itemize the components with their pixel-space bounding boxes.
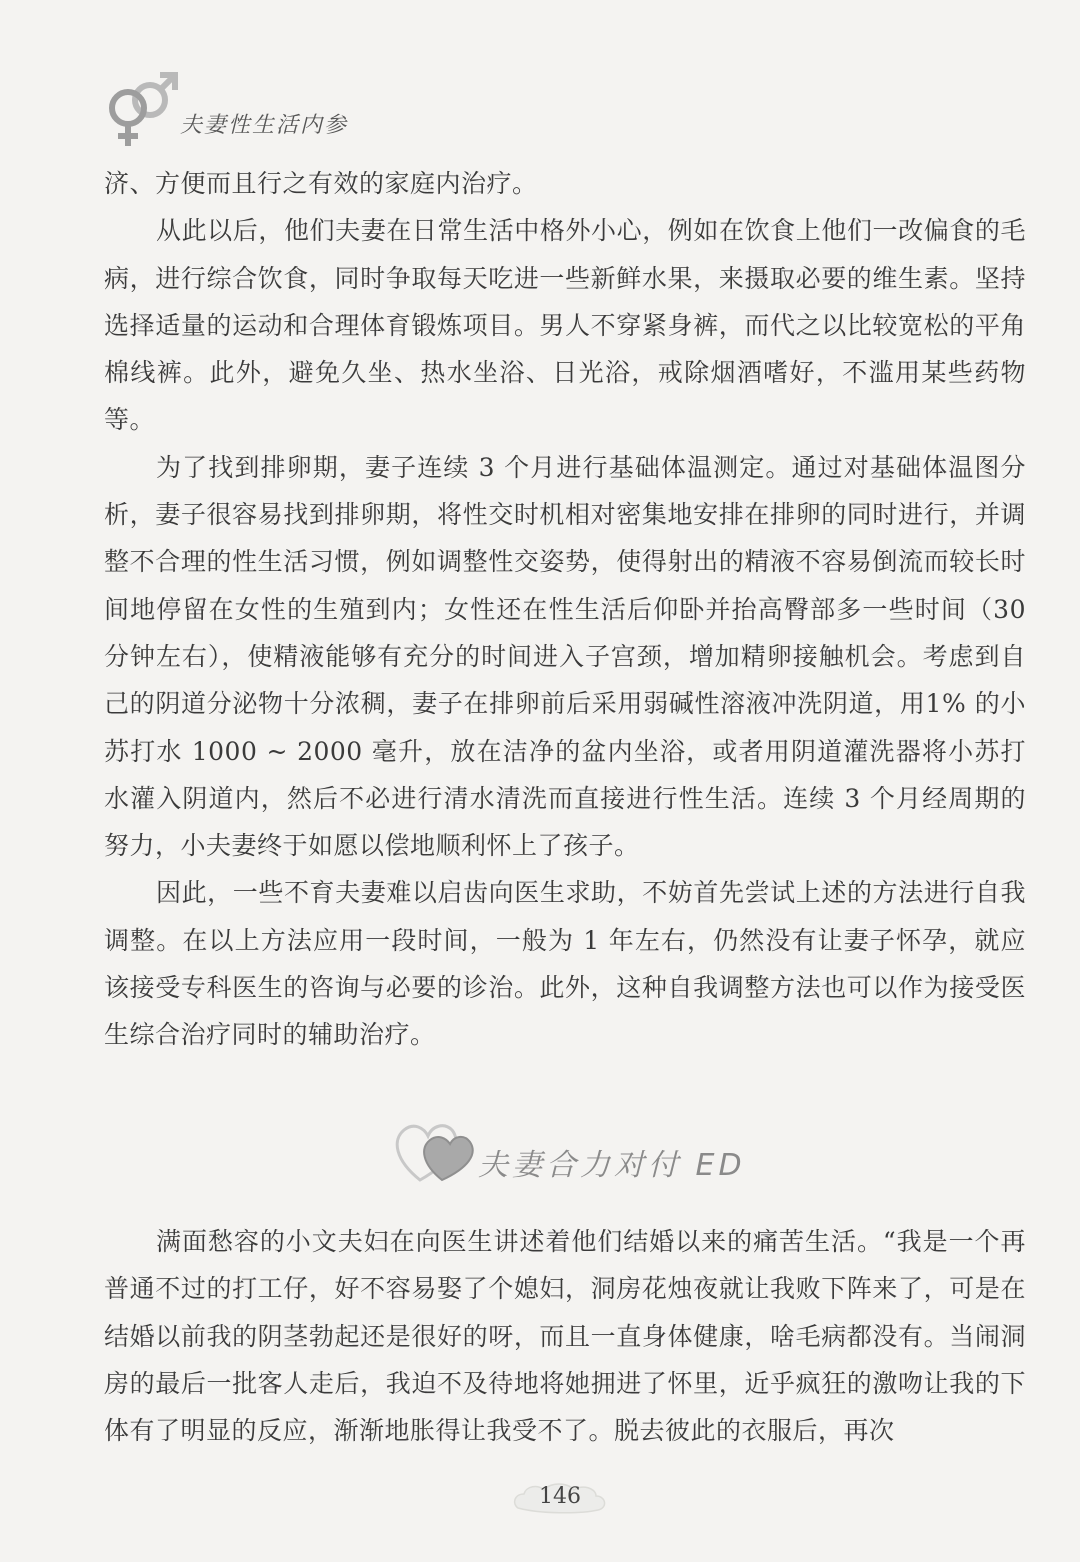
section-body-text — [104, 1218, 1026, 1454]
paragraph: 满面愁容的小文夫妇在向医生讲述着他们结婚以来的痛苦生活。“我是一个再普通不过的打工仔，好不容易娶了个媳妇，洞房花烛夜就让我败下阵来了，可是在结婚以前我的阴茎勃起还是很好的呀，而且一直身体健康，啥毛病都没有。当闹洞房的最后一批客人走后，我迫不及待地将她拥进了怀里，近乎疯狂的激吻让我的下体有了明显的反应，渐渐地胀得让我受不了。脱去彼此的衣服后，再次 — [104, 1227, 1026, 1446]
section-heading — [390, 1110, 810, 1210]
gender-symbols-icon — [100, 70, 180, 150]
paragraph: 济、方便而且行之有效的家庭内治疗。 — [104, 169, 538, 198]
page-number-footer — [510, 1478, 610, 1520]
section-title: 夫妻合力对付 ED — [478, 1148, 746, 1183]
running-header — [100, 70, 500, 160]
body-text — [104, 160, 1026, 1059]
heart-icon — [390, 1110, 480, 1190]
paragraph: 为了找到排卵期，妻子连续 3 个月进行基础体温测定。通过对基础体温图分析，妻子很容易找到排卵期，将性交时机相对密集地安排在排卵的同时进行，并调整不合理的性生活习惯，例如调整性交姿势，使得射出的精液不容易倒流而较长时间地停留在女性的生殖到内；女性还在性生活后仰卧并抬高臀部多一些时间（30 分钟左右），使精液能够有充分的时间进入子宫颈，增加精卵接触机会。考虑到自己的阴道分泌物十分浓稠，妻子在排卵前后采用弱碱性溶液冲洗阴道，用1% 的小苏打水 1000 ~ 2000 毫升，放在洁净的盆内坐浴，或者用阴道灌洗器将小苏打水灌入阴道内，然后不必进行清水清洗而直接进行性生活。连续 3 个月经周期的努力，小夫妻终于如愿以偿地顺利怀上了孩子。 — [104, 452, 1026, 861]
header-title: 夫妻性生活内参 — [180, 113, 349, 138]
paragraph: 因此，一些不育夫妻难以启齿向医生求助，不妨首先尝试上述的方法进行自我调整。在以上方法应用一段时间，一般为 1 年左右，仍然没有让妻子怀孕，就应该接受专科医生的咨询与必要的诊治。此外，这种自我调整方法也可以作为接受医生综合治疗同时的辅助治疗。 — [104, 878, 1026, 1050]
paragraph: 从此以后，他们夫妻在日常生活中格外小心，例如在饮食上他们一改偏食的毛病，进行综合饮食，同时争取每天吃进一些新鲜水果，来摄取必要的维生素。坚持选择适量的运动和合理体育锻炼项目。男人不穿紧身裤，而代之以比较宽松的平角棉线裤。此外，避免久坐、热水坐浴、日光浴，戒除烟酒嗜好，不滥用某些药物等。 — [104, 216, 1026, 435]
page-number: 146 — [539, 1484, 581, 1509]
